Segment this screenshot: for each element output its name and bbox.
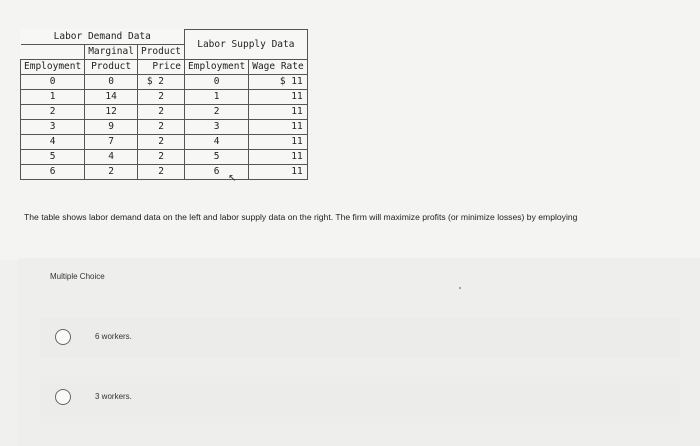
cell-employment: 6 xyxy=(21,164,85,179)
cell-supply-employment: 5 xyxy=(185,149,249,164)
multiple-choice-label: Multiple Choice xyxy=(50,272,105,281)
cell-employment: 4 xyxy=(21,134,85,149)
mouse-cursor-icon: ↖ xyxy=(228,173,237,184)
question-text: The table shows labor demand data on the left and labor supply data on the right. The firm will maximize profits (or minimize losses) by employing xyxy=(24,212,578,222)
cell-marginal-product: 2 xyxy=(85,164,138,179)
header-wage-rate: Wage Rate xyxy=(249,59,307,74)
option-2-radio[interactable] xyxy=(55,389,71,405)
cell-employment: 5 xyxy=(21,149,85,164)
cell-wage: 11 xyxy=(249,149,307,164)
cell-marginal-product: 14 xyxy=(85,89,138,104)
table-row xyxy=(21,104,308,119)
cell-marginal-product: 9 xyxy=(85,119,138,134)
header-supply-employment: Employment xyxy=(185,59,249,74)
cell-price: 2 xyxy=(137,89,184,104)
cell-price: 2 xyxy=(137,104,184,119)
option-1-label[interactable]: 6 workers. xyxy=(95,332,132,341)
demand-title: Labor Demand Data xyxy=(21,30,185,45)
cell-supply-employment: 4 xyxy=(185,134,249,149)
option-2-label[interactable]: 3 workers. xyxy=(95,392,132,401)
cell-employment: 2 xyxy=(21,104,85,119)
option-1[interactable] xyxy=(40,318,680,358)
supply-title: Labor Supply Data xyxy=(185,30,308,60)
header-product: Product xyxy=(85,59,138,74)
cursor-dot xyxy=(459,287,461,289)
cell-employment: 0 xyxy=(21,74,85,89)
cell-price: 2 xyxy=(137,134,184,149)
header-price: Price xyxy=(137,59,184,74)
cell-employment: 3 xyxy=(21,119,85,134)
cell-price: 2 xyxy=(137,119,184,134)
cell-marginal-product: 0 xyxy=(85,74,138,89)
cell-price: 2 xyxy=(137,149,184,164)
table-row xyxy=(21,119,308,134)
table-row xyxy=(21,149,308,164)
cell-marginal-product: 7 xyxy=(85,134,138,149)
cell-price: $ 2 xyxy=(137,74,184,89)
cell-supply-employment: 6 xyxy=(185,164,249,179)
cell-supply-employment: 3 xyxy=(185,119,249,134)
header-marginal: Marginal xyxy=(85,44,138,59)
labor-data-table xyxy=(20,29,308,180)
cell-price: 2 xyxy=(137,164,184,179)
cell-employment: 1 xyxy=(21,89,85,104)
cell-supply-employment: 2 xyxy=(185,104,249,119)
header-employment: Employment xyxy=(21,59,85,74)
cell-wage: 11 xyxy=(249,104,307,119)
cell-wage: $ 11 xyxy=(249,74,307,89)
header-product-top: Product xyxy=(137,44,184,59)
cell-wage: 11 xyxy=(249,134,307,149)
cell-supply-employment: 0 xyxy=(185,74,249,89)
cell-wage: 11 xyxy=(249,164,307,179)
option-1-radio[interactable] xyxy=(55,329,71,345)
option-2[interactable] xyxy=(40,377,680,417)
table-row xyxy=(21,134,308,149)
table-row xyxy=(21,74,308,89)
cell-wage: 11 xyxy=(249,119,307,134)
cell-supply-employment: 1 xyxy=(185,89,249,104)
table-row xyxy=(21,164,308,179)
table-row xyxy=(21,89,308,104)
cell-wage: 11 xyxy=(249,89,307,104)
cell-marginal-product: 12 xyxy=(85,104,138,119)
cell-marginal-product: 4 xyxy=(85,149,138,164)
